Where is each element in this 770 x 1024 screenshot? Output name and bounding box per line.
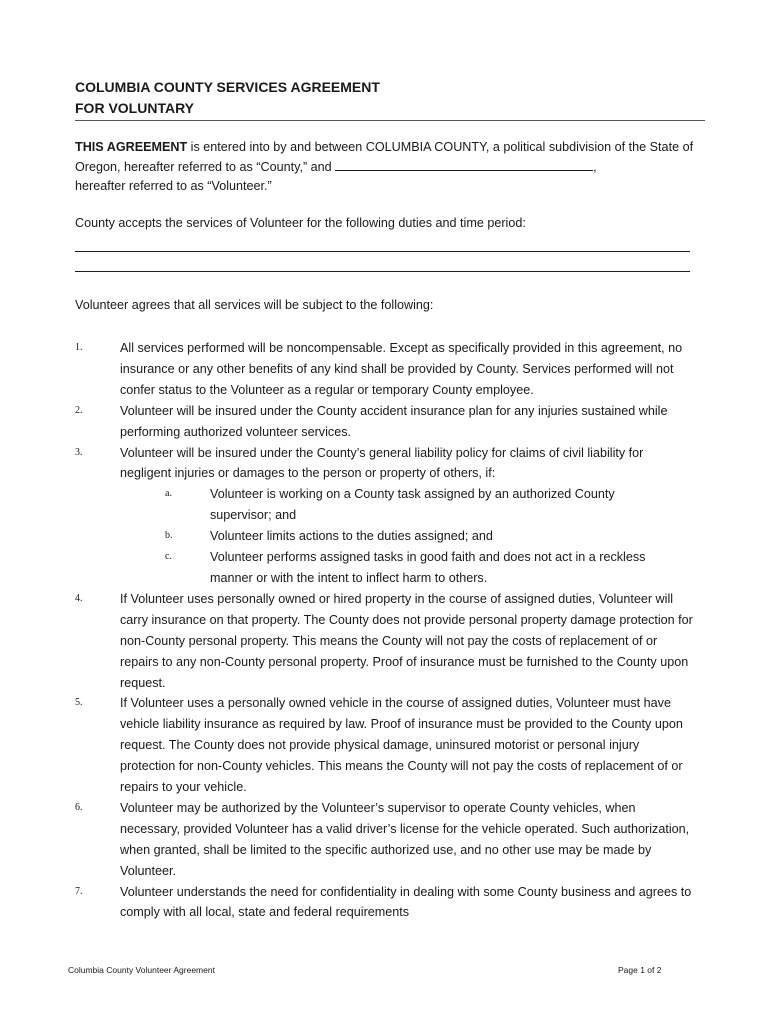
sub-list-item xyxy=(0,547,770,589)
footer-page-number: Page 1 of 2 xyxy=(618,965,662,975)
item-number: 3. xyxy=(75,446,83,458)
duties-prompt: County accepts the services of Volunteer for the following duties and time period: xyxy=(75,216,526,230)
subitem-text: Volunteer limits actions to the duties assigned; and xyxy=(210,529,493,544)
footer-document-name: Columbia County Volunteer Agreement xyxy=(68,965,215,975)
title-line-2: FOR VOLUNTARY xyxy=(75,100,194,116)
item-text: If Volunteer uses a personally owned vehicle in the course of assigned duties, Volunteer must have vehicle liability insurance as required by law. Proof of insurance must be provided to the County upon request. The County does not provide physical damage, uninsured motorist or personal injury protection for non-County vehicles. This means the County will not pay the costs of replacement of or repairs to your vehicle. xyxy=(120,696,683,795)
item-number: 1. xyxy=(75,342,83,353)
list-item xyxy=(0,798,770,882)
subitem-letter: c. xyxy=(165,551,172,563)
subitem-letter: b. xyxy=(165,530,173,542)
item-text: Volunteer understands the need for confidentiality in dealing with some County business and agrees to comply with all local, state and federal requirements xyxy=(120,884,692,920)
intro-bold-lead: THIS AGREEMENT xyxy=(75,140,188,154)
terms-list xyxy=(0,338,770,923)
document-title xyxy=(75,77,380,119)
item-text: Volunteer will be insured under the County accident insurance plan for any injuries sustained while performing authorized volunteer services. xyxy=(120,403,668,439)
title-line-1: COLUMBIA COUNTY SERVICES AGREEMENT xyxy=(75,79,380,95)
item-text: Volunteer may be authorized by the Volunteer’s supervisor to operate County vehicles, when necessary, provided Volunteer has a valid driver’s license for the vehicle operated. Such authorization, when granted, shall be limited to the specific authorized use, and no other use may be made by Volunteer. xyxy=(120,800,690,878)
list-item xyxy=(0,693,770,798)
subitem-text: Volunteer is working on a County task assigned by an authorized County supervisor; and xyxy=(210,487,615,523)
item-number: 5. xyxy=(75,697,83,709)
item-number: 6. xyxy=(75,801,83,813)
sub-list-item xyxy=(0,526,770,547)
subitem-text: Volunteer performs assigned tasks in good faith and does not act in a reckless manner or with the intent to inflect harm to others. xyxy=(210,550,646,585)
intro-text-2: , xyxy=(593,159,597,174)
subitem-letter: a. xyxy=(165,488,172,500)
duties-blank-line-1[interactable] xyxy=(75,251,690,252)
item-text: Volunteer will be insured under the County’s general liability policy for claims of civil liability for negligent injuries or damages to the person or property of others, if: xyxy=(120,445,644,481)
item-text: If Volunteer uses personally owned or hired property in the course of assigned duties, Volunteer will carry insurance on that property. The County does not provide personal property damage protection for non-County personal property. This means the County will not pay the costs of replacement of or repairs to any non-County personal property. Proof of insurance must be furnished to the County upon request. xyxy=(120,591,693,690)
list-item xyxy=(0,882,770,924)
subject-intro: Volunteer agrees that all services will be subject to the following: xyxy=(75,298,434,312)
item-number: 2. xyxy=(75,404,83,416)
list-item xyxy=(0,589,770,694)
item-number: 7. xyxy=(75,885,83,897)
intro-text-3: hereafter referred to as “Volunteer.” xyxy=(75,179,272,193)
volunteer-name-blank[interactable] xyxy=(335,158,593,171)
list-item xyxy=(0,443,770,485)
title-divider xyxy=(75,120,705,121)
duties-blank-line-2[interactable] xyxy=(75,271,690,272)
intro-paragraph xyxy=(75,138,695,197)
item-text: All services performed will be noncompensable. Except as specifically provided in this agreement, no insurance or any other benefits of any kind shall be provided by County. Services performed will not confer status to the Volunteer as a regular or temporary County employee. xyxy=(120,341,683,397)
list-item xyxy=(0,338,770,401)
list-item xyxy=(0,401,770,443)
sub-list-item xyxy=(0,484,770,526)
item-number: 4. xyxy=(75,592,83,604)
intro-text-1: is entered into by and between COLUMBIA COUNTY, a political subdivision of the State of Oregon, hereafter referred to as “County,” and xyxy=(75,140,694,174)
